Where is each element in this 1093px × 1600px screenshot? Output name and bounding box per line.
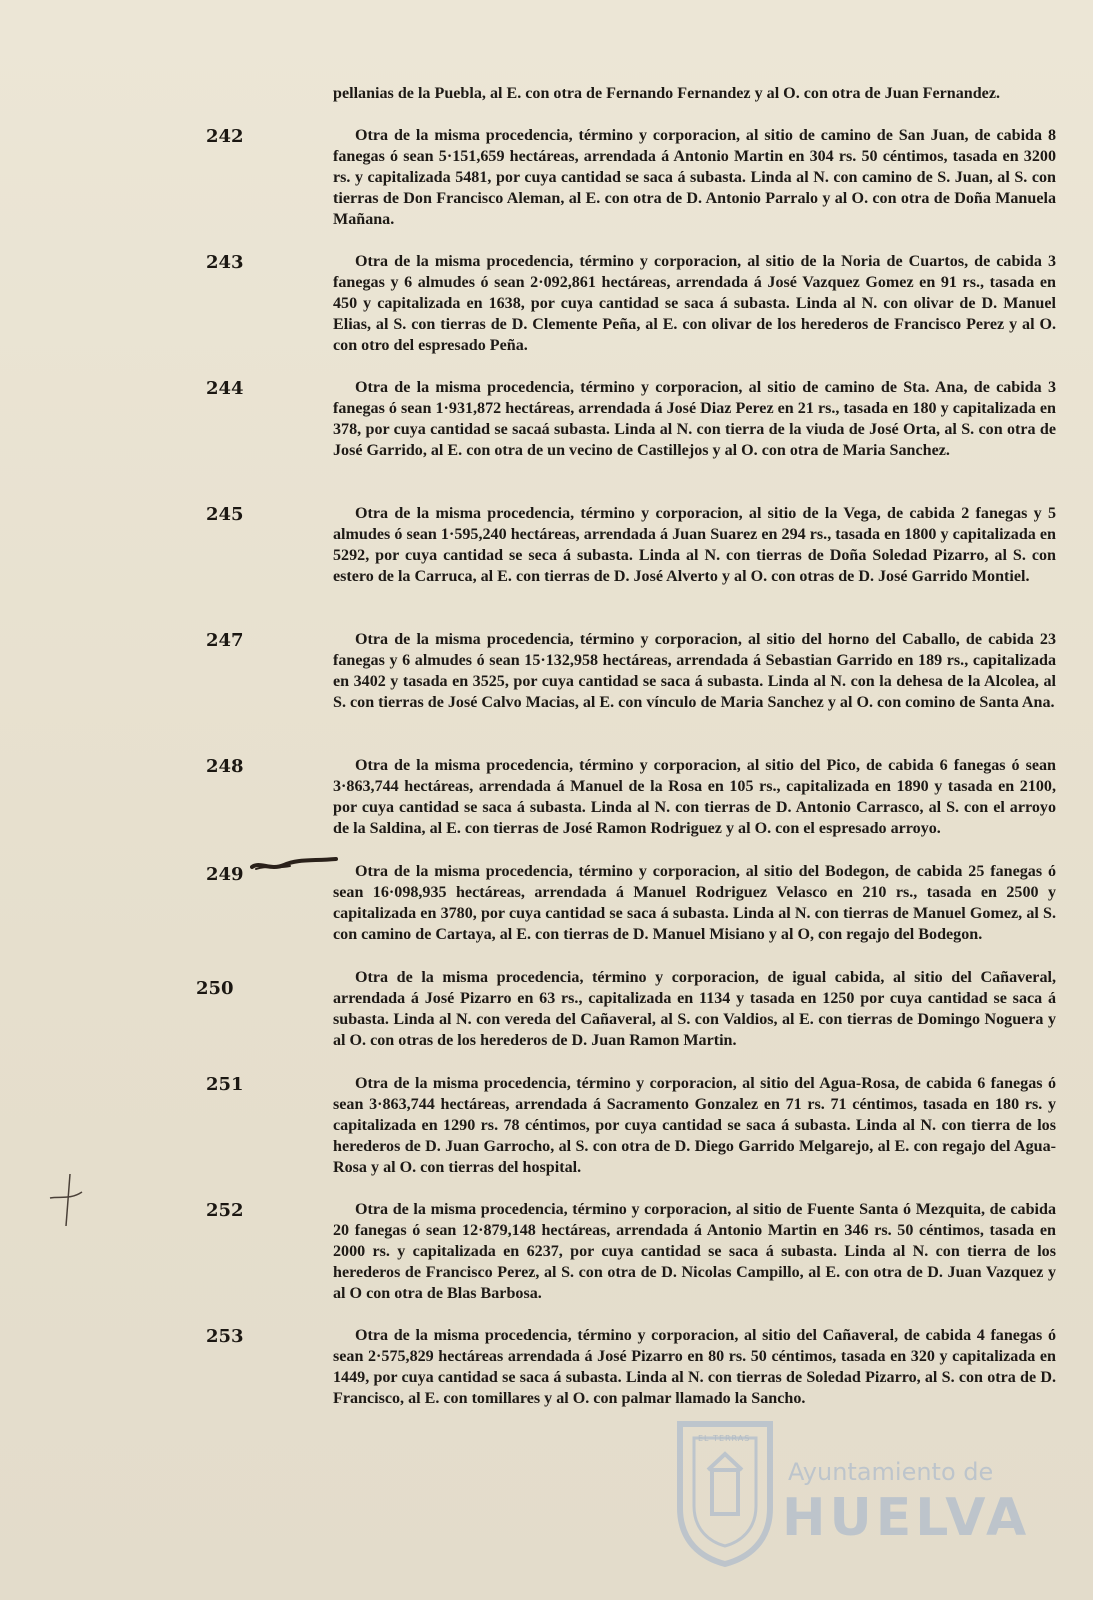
entry-text: Otra de la misma procedencia, término y corporacion, de igual cabida, al sitio del Cañaveral, arrendada á José Pizarro en 63 rs., capitalizada en 1134 y tasada en 1250 por cuya cantidad se saca á subasta. Linda al N. con vereda del Cañaveral, al S. con Valdios, al E. con tierras de Domingo Noguera y al O. con otras de los herederos de D. Juan Ramon Martin. [333, 969, 1056, 1049]
entry-244 [0, 378, 1093, 504]
entry-text: Otra de la misma procedencia, término y corporacion, al sitio de camino de San Juan, de cabida 8 fanegas ó sean 5·151,659 hectáreas, arrendada á Antonio Martin en 304 rs. 50 céntimos, tasada en 3200 rs. y capitalizada 5481, por cuya cantidad se saca á subasta. Linda al N. con camino de S. Juan, al S. con tierras de Don Francisco Aleman, al E. con otra de D. Antonio Parralo y al O. con otra de Doña Manuela Mañana. [333, 127, 1056, 228]
entry-text: Otra de la misma procedencia, término y corporacion, al sitio de camino de Sta. Ana, de cabida 3 fanegas ó sean 1·931,872 hectáreas, arrendada á José Diaz Perez en 21 rs., tasada en 180 y capitalizada en 378, por cuya cantidad se sacaá subasta. Linda al N. con tierra de la viuda de José Orta, al S. con otra de José Garrido, al E. con otra de un vecino de Castillejos y al O. con otra de Maria Sanchez. [333, 379, 1056, 459]
margin-pencil-mark [40, 1170, 90, 1230]
entry-250 [0, 968, 1093, 1074]
entry-number: 249 [206, 864, 244, 885]
entry-247 [0, 630, 1093, 756]
entry-text: Otra de la misma procedencia, término y corporacion, al sitio del horno del Caballo, de cabida 23 fanegas y 6 almudes ó sean 15·132,958 hectáreas, arrendada á Sebastian Garrido en 189 rs., capitalizada en 3402 y tasada en 3525, por cuya cantidad se saca á subasta. Linda al N. con la dehesa de la Alcolea, al S. con tierras de José Calvo Macias, al E. con vínculo de Maria Sanchez y al O. con comino de Santa Ana. [333, 631, 1056, 711]
entry-text: Otra de la misma procedencia, término y corporacion, al sitio de la Noria de Cuartos, de cabida 3 fanegas y 6 almudes ó sean 2·092,861 hectáreas, arrendada á José Vazquez Gomez en 91 rs., tasada en 450 y capitalizada en 1638, por cuya cantidad se saca á subasta. Linda al N. con olivar de D. Manuel Elias, al S. con tierras de D. Clemente Peña, al E. con olivar de los herederos de Francisco Perez y al O. con otro del espresado Peña. [333, 253, 1056, 354]
entry-249 [0, 862, 1093, 968]
watermark-top-text: EL TERRAS [698, 1434, 751, 1443]
entry-251 [0, 1074, 1093, 1200]
watermark-line1: Ayuntamiento de [788, 1458, 994, 1486]
entry-253 [0, 1326, 1093, 1432]
entry-242 [0, 126, 1093, 252]
pen-stroke-mark [250, 855, 338, 875]
entry-text: Otra de la misma procedencia, término y corporacion, al sitio del Pico, de cabida 6 fanegas ó sean 3·863,744 hectáreas, arrendada á Manuel de la Rosa en 105 rs., capitalizada en 1890 y tasada en 2100, por cuya cantidad se saca á subasta. Linda al N. con tierras de D. Antonio Carrasco, al S. con el arroyo de la Saldina, al E. con tierras de José Ramon Rodriguez y al O. con el espresado arroyo. [333, 757, 1056, 837]
entry-intro [0, 84, 1093, 126]
entry-text: Otra de la misma procedencia, término y corporacion, al sitio de Fuente Santa ó Mezquita, de cabida 20 fanegas ó sean 12·879,148 hectáreas, arrendada á Antonio Martin en 346 rs. 50 céntimos, tasada en 2000 rs. y capitalizada en 6237, por cuya cantidad se saca á subasta. Linda al N. con tierra de los herederos de Francisco Perez, al S. con otra de D. Nicolas Campillo, al E. con otra de D. Juan Vazquez y al O con otra de Blas Barbosa. [333, 1201, 1056, 1302]
watermark [670, 1418, 1031, 1594]
entry-245 [0, 504, 1093, 630]
entry-text: pellanias de la Puebla, al E. con otra de Fernando Fernandez y al O. con otra de Juan Fernandez. [333, 85, 1000, 102]
entry-number: 252 [206, 1200, 244, 1221]
document-body [0, 84, 1093, 1432]
entry-number: 251 [206, 1074, 244, 1095]
entry-number: 247 [206, 630, 244, 651]
entry-243 [0, 252, 1093, 378]
entry-text: Otra de la misma procedencia, término y corporacion, al sitio del Bodegon, de cabida 25 fanegas ó sean 16·098,935 hectáreas, arrendada á Manuel Rodriguez Velasco en 210 rs., tasada en 2500 y capitalizada en 3780, por cuya cantidad se saca á subasta. Linda al N. con tierras de Manuel Gomez, al S. con camino de Cartaya, al E. con tierras de D. Manuel Misiano y al O, con regajo del Bodegon. [333, 863, 1056, 943]
entry-248 [0, 756, 1093, 862]
entry-text: Otra de la misma procedencia, término y corporacion, al sitio de la Vega, de cabida 2 fanegas y 5 almudes ó sean 1·595,240 hectáreas, arrendada á Juan Suarez en 294 rs., tasada en 1800 y capitalizada en 5292, por cuya cantidad se seca á subasta. Linda al N. con tierras de Doña Soledad Pizarro, al S. con estero de la Carruca, al E. con tierras de D. José Alverto y al O. con otras de D. José Garrido Montiel. [333, 505, 1056, 585]
watermark-line2: HUELVA [782, 1488, 1031, 1548]
entry-252 [0, 1200, 1093, 1326]
entry-number: 243 [206, 252, 244, 273]
entry-number: 248 [206, 756, 244, 777]
entry-text: Otra de la misma procedencia, término y corporacion, al sitio del Agua-Rosa, de cabida 6 fanegas ó sean 3·863,744 hectáreas, arrendada á Sacramento Gonzalez en 71 rs. 71 céntimos, tasada en 180 rs. y capitalizada en 1290 rs. 78 céntimos, por cuya cantidad se saca á subasta. Linda al N. con tierra de los herederos de D. Juan Garrocho, al S. con otra de D. Diego Garrido Melgarejo, al E. con regajo del Agua-Rosa y al O. con tierras del hospital. [333, 1075, 1056, 1176]
entry-text: Otra de la misma procedencia, término y corporacion, al sitio del Cañaveral, de cabida 4 fanegas ó sean 2·575,829 hectáreas arrendada á José Pizarro en 80 rs. 50 céntimos, tasada en 320 y capitalizada en 1449, por cuya cantidad se saca á subasta. Linda al N. con tierras de Soledad Pizarro, al S. con otra de D. Francisco, al E. con tomillares y al O. con palmar llamado la Sancho. [333, 1327, 1056, 1407]
entry-number: 244 [206, 378, 244, 399]
entry-number: 253 [206, 1326, 244, 1347]
entry-number: 250 [196, 978, 234, 999]
entry-number: 242 [206, 126, 244, 147]
entry-number: 245 [206, 504, 244, 525]
